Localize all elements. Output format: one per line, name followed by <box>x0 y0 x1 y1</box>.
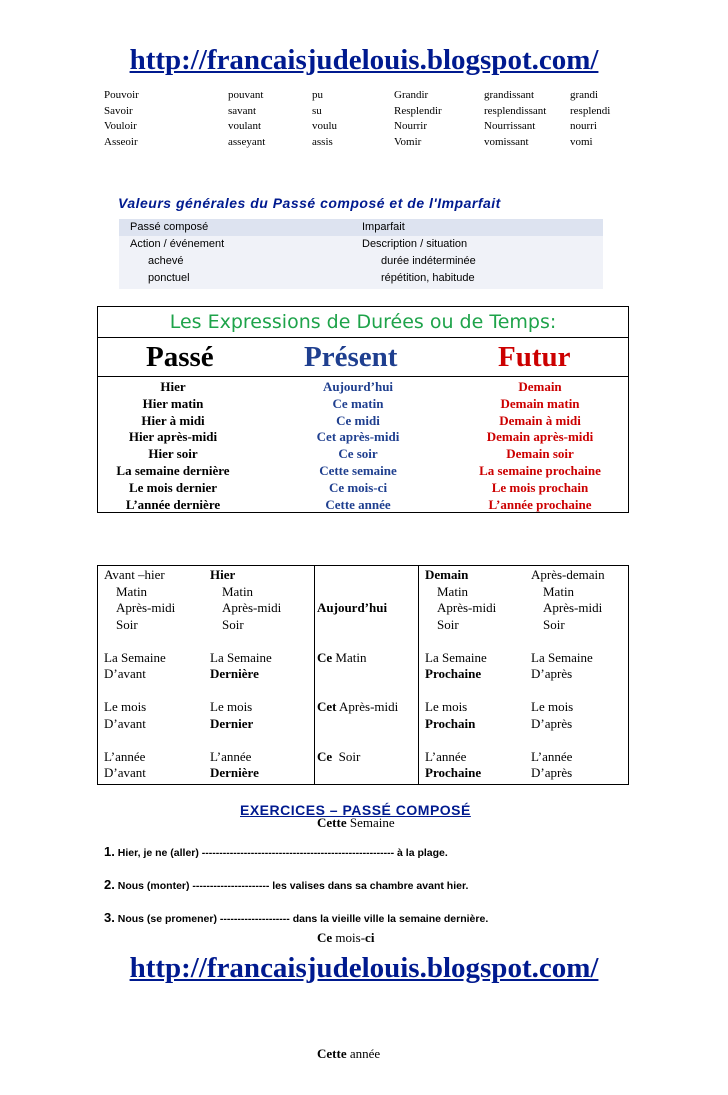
verb-cell: Nourrissant <box>484 120 536 132</box>
present-item: Ce midi <box>336 412 380 428</box>
grid-cell: L’année <box>425 748 467 764</box>
valeurs-right-line: Description / situation <box>362 238 468 250</box>
header-passe: Passé <box>146 341 214 373</box>
verb-cell: grandi <box>570 89 599 101</box>
verb-row <box>104 119 630 135</box>
verb-row <box>104 88 630 104</box>
blog-url-bottom[interactable]: http://francaisjudelouis.blogspot.com/ <box>129 952 599 984</box>
passe-item: Hier <box>160 379 186 394</box>
grid-cell <box>317 930 398 947</box>
verb-row <box>104 135 630 151</box>
verb-cell: Nourrir <box>394 120 427 132</box>
verb-cell: Pouvoir <box>104 89 139 101</box>
verb-row <box>104 104 630 120</box>
futur-column <box>460 379 620 513</box>
grid-cell <box>317 699 398 716</box>
exercise-text: Nous (se promener) -------------------- dans la vieille ville la semaine dernière. <box>114 913 489 925</box>
durees-separator <box>98 376 628 377</box>
grid-cell <box>317 1046 398 1063</box>
grid-cell: L’année <box>210 748 252 764</box>
header-present: Présent <box>304 341 398 373</box>
passe-item: La semaine dernière <box>116 462 230 478</box>
passe-item: Hier soir <box>148 446 198 462</box>
grid-cell: Après-midi <box>222 600 282 615</box>
grid-cell: Matin <box>222 583 254 599</box>
valeurs-right-line: répétition, habitude <box>381 272 475 284</box>
grid-cell: Soir <box>222 616 244 632</box>
grid-cell: D’après <box>531 666 573 681</box>
verb-cell: grandissant <box>484 89 535 101</box>
grid-cell-word: Après-midi <box>336 699 399 714</box>
grid-cell: Le mois <box>425 699 468 714</box>
present-item: Ce soir <box>338 446 378 462</box>
grid-col-avant-hier <box>104 567 175 782</box>
verb-cell: assis <box>312 135 333 148</box>
grid-cell: D’avant <box>104 715 146 731</box>
valeurs-header-left: Passé composé <box>130 221 209 233</box>
valeurs-left-line: achevé <box>148 255 184 267</box>
exercise-item <box>104 910 488 925</box>
grid-divider <box>418 566 419 784</box>
grid-cell: D’avant <box>104 765 146 780</box>
valeurs-left-line: ponctuel <box>148 272 190 284</box>
verb-cell: Vomir <box>394 135 422 148</box>
futur-item: Demain à midi <box>499 412 581 428</box>
present-item: Cette année <box>325 496 391 512</box>
grid-cell-suffix: ci <box>365 930 375 945</box>
grid-head: Après-demain <box>531 567 605 582</box>
grid-cell <box>317 749 398 766</box>
grid-cell-prefix: Ce <box>317 748 333 764</box>
grid-cell-word: Semaine <box>346 814 395 830</box>
grid-cell: L’année <box>531 748 573 764</box>
futur-item: Demain après-midi <box>486 429 594 445</box>
futur-item: La semaine prochaine <box>479 462 601 478</box>
durees-title: Les Expressions de Durées ou de Temps: <box>98 307 628 338</box>
present-item: Cette semaine <box>319 462 397 478</box>
grid-cell: La Semaine <box>210 649 272 665</box>
exercise-text: Hier, je ne (aller) ------------------------------------------------------- à la plage. <box>114 847 448 859</box>
verb-cell: resplendi <box>570 104 611 117</box>
grid-cell: Dernière <box>210 666 259 681</box>
grid-cell: L’année <box>104 748 146 764</box>
verb-cell: Vouloir <box>104 120 137 132</box>
grid-cell: Soir <box>116 616 138 632</box>
blog-url-top[interactable]: http://francaisjudelouis.blogspot.com/ <box>129 44 599 76</box>
verb-cell: vomi <box>570 135 593 148</box>
grid-cell: Le mois <box>104 699 147 714</box>
grid-cell: D’avant <box>104 666 146 681</box>
grid-cell-prefix: Cette <box>317 1045 347 1061</box>
valeurs-right-line: durée indéterminée <box>381 255 476 267</box>
grid-cell <box>317 650 398 667</box>
grid-col-aujourdhui <box>317 567 398 1095</box>
grid-cell: La Semaine <box>425 649 487 665</box>
grid-cell: D’après <box>531 765 573 780</box>
verb-cell: Savoir <box>104 104 133 117</box>
verb-cell: vomissant <box>484 135 529 148</box>
grid-cell: Dernière <box>210 765 259 780</box>
grid-cell: La Semaine <box>531 649 593 665</box>
verb-cell: voulu <box>312 120 338 132</box>
passe-item: Hier après-midi <box>128 429 218 445</box>
grid-cell-word: année <box>346 1045 381 1061</box>
grid-cell-prefix: Cet <box>317 699 337 714</box>
verb-cell: savant <box>228 104 257 117</box>
futur-item: Le mois prochain <box>491 479 589 495</box>
grid-cell-word: Soir <box>332 748 361 764</box>
futur-item: L’année prochaine <box>488 496 592 512</box>
grid-cell: Matin <box>543 583 575 599</box>
header-futur: Futur <box>498 341 571 373</box>
grid-head: Demain <box>425 567 469 582</box>
exercise-number: 2. <box>104 877 115 892</box>
grid-cell: Soir <box>543 616 565 632</box>
exercise-number: 1. <box>104 844 115 859</box>
exercise-number: 3. <box>104 910 115 925</box>
grid-cell: Après-midi <box>116 600 176 615</box>
verb-cell: Asseoir <box>104 135 138 148</box>
present-item: Ce mois-ci <box>328 479 388 495</box>
grid-head: Aujourd’hui <box>317 600 388 615</box>
verb-cell: voulant <box>228 120 261 132</box>
verb-cell: Grandir <box>394 89 429 101</box>
verbs-table <box>104 88 630 150</box>
grid-col-hier <box>210 567 281 782</box>
futur-item: Demain matin <box>500 395 580 411</box>
present-item: Cet après-midi <box>316 429 400 445</box>
exercices-title: EXERCICES – PASSÉ COMPOSÉ <box>240 802 471 818</box>
exercise-item <box>104 844 448 859</box>
verb-cell: pu <box>312 89 323 101</box>
verb-cell: asseyant <box>228 135 266 148</box>
passe-item: Hier matin <box>142 395 204 411</box>
passe-item: Le mois dernier <box>128 479 218 495</box>
futur-item: Demain soir <box>506 446 574 462</box>
grid-cell: Prochain <box>425 715 476 731</box>
valeurs-header-right: Imparfait <box>362 221 405 233</box>
grid-cell: Après-midi <box>437 600 497 615</box>
present-column <box>288 379 428 513</box>
grid-cell-prefix: Ce <box>317 930 333 945</box>
grid-cell: Matin <box>437 583 469 599</box>
grid-cell: Matin <box>116 583 148 599</box>
exercise-item <box>104 877 468 892</box>
valeurs-left-line: Action / événement <box>130 238 225 250</box>
present-item: Ce matin <box>332 395 384 411</box>
grid-divider <box>314 566 315 784</box>
grid-cell: La Semaine <box>104 649 166 665</box>
grid-cell: Soir <box>437 616 459 632</box>
grid-head: Hier <box>210 567 236 582</box>
grid-cell-prefix: Ce <box>317 649 333 665</box>
exercise-text: Nous (monter) ---------------------- les valises dans sa chambre avant hier. <box>114 880 469 892</box>
verb-cell: nourri <box>570 120 597 132</box>
grid-cell: Le mois <box>210 699 253 714</box>
passe-item: L’année dernière <box>125 496 221 512</box>
verb-cell: su <box>312 104 322 117</box>
passe-item: Hier à midi <box>141 412 205 428</box>
grid-cell-word: mois- <box>332 930 366 945</box>
present-item: Aujourd’hui <box>322 379 394 394</box>
durees-table <box>97 306 629 513</box>
grid-cell-prefix: Cette <box>317 814 347 830</box>
verb-cell: resplendissant <box>484 104 547 117</box>
grid-cell-word: Matin <box>332 649 367 665</box>
grid-col-apres-demain <box>531 567 605 782</box>
grid-cell: D’après <box>531 715 573 731</box>
grid-cell: Après-midi <box>543 600 603 615</box>
futur-item: Demain <box>518 379 562 394</box>
valeurs-title: Valeurs générales du Passé composé et de l'Imparfait <box>118 195 501 211</box>
grid-cell: Dernier <box>210 715 254 731</box>
verb-cell: Resplendir <box>394 104 442 117</box>
verb-cell: pouvant <box>228 89 264 101</box>
passe-column <box>98 379 248 513</box>
grid-cell: Prochaine <box>425 765 482 780</box>
grid-head: Avant –hier <box>104 567 165 582</box>
grid-cell: Le mois <box>531 699 574 714</box>
grid-cell: Prochaine <box>425 666 482 681</box>
grid-col-demain <box>425 567 496 782</box>
